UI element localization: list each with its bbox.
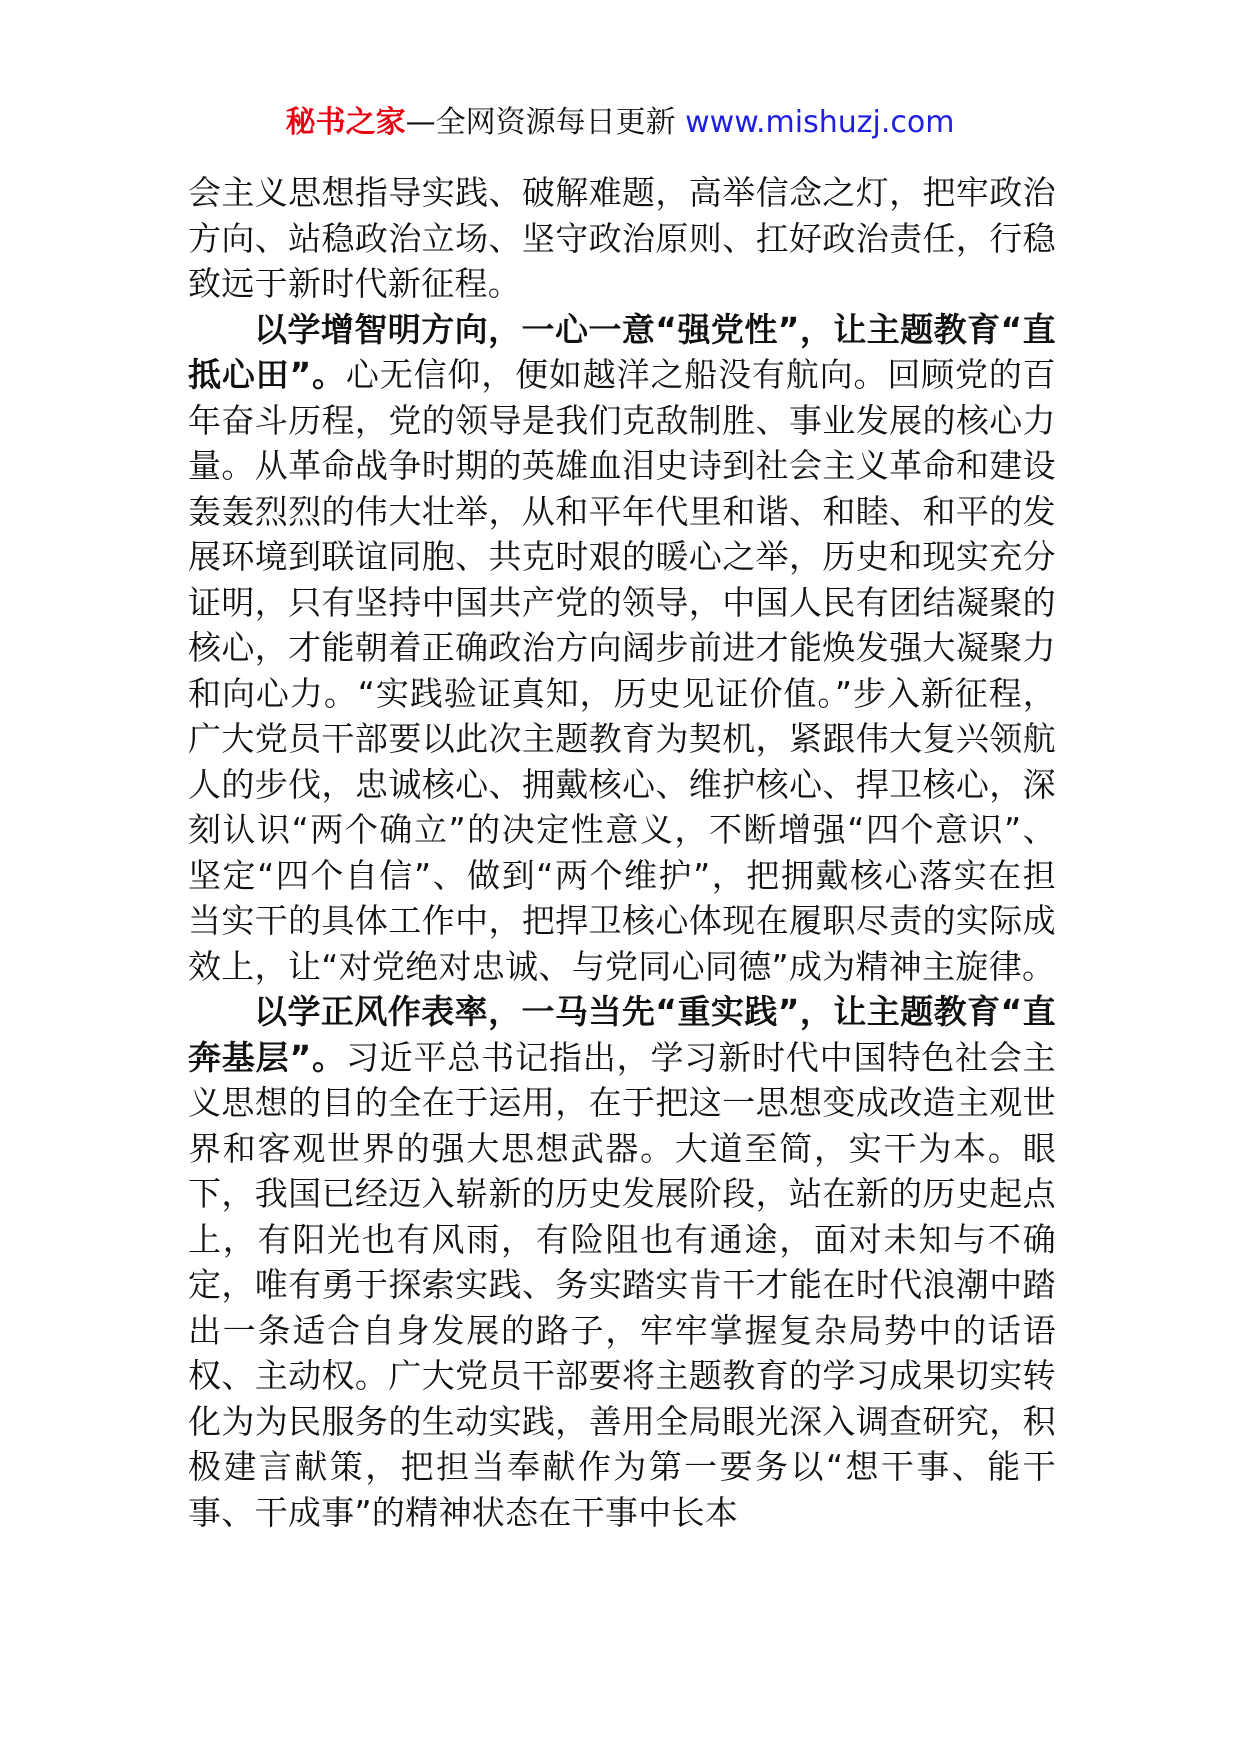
header-brand: 秘书之家 (285, 105, 406, 140)
paragraph-party-spirit (188, 307, 1056, 990)
paragraph-continuation (188, 170, 1056, 307)
paragraph-text: 心无信仰，便如越洋之船没有航向。回顾党的百年奋斗历程，党的领导是我们克敌制胜、事业发展的核心力量。从革命战争时期的英雄血泪史诗到社会主义革命和建设轰轰烈烈的伟大壮举，从和平年代里和谐、和睦、和平的发展环境到联谊同胞、共克时艰的暖心之举，历史和现实充分证明，只有坚持中国共产党的领导，中国人民有团结凝聚的核心，才能朝着正确政治方向阔步前进才能焕发强大凝聚力和向心力。“实践验证真知，历史见证价值。”步入新征程，广大党员干部要以此次主题教育为契机，紧跟伟大复兴领航人的步伐，忠诚核心、拥戴核心、维护核心、捍卫核心，深刻认识“两个确立”的决定性意义，不断增强“四个意识”、坚定“四个自信”、做到“两个维护”，把拥戴核心落实在担当实干的具体工作中，把捍卫核心体现在履职尽责的实际成效上，让“对党绝对忠诚、与党同心同德”成为精神主旋律。 (188, 355, 1056, 986)
paragraph-text: 习近平总书记指出，学习新时代中国特色社会主义思想的目的全在于运用，在于把这一思想变成改造主观世界和客观世界的强大思想武器。大道至简，实干为本。眼下，我国已经迈入崭新的历史发展阶段，站在新的历史起点上，有阳光也有风雨，有险阻也有通途，面对未知与不确定，唯有勇于探索实践、务实踏实肯干才能在时代浪潮中踏出一条适合自身发展的路子，牢牢掌握复杂局势中的话语权、主动权。广大党员干部要将主题教育的学习成果切实转化为为民服务的生动实践，善用全局眼光深入调查研究，积极建言献策，把担当奉献作为第一要务以“想干事、能干事、干成事”的精神状态在干事中长本 (188, 1037, 1056, 1532)
paragraph-text: 会主义思想指导实践、破解难题，高举信念之灯，把牢政治方向、站稳政治立场、坚守政治原则、扛好政治责任，行稳致远于新时代新征程。 (188, 173, 1056, 303)
paragraph-lead-heading: 以学正风作表率，一马当先“重实践”，让主题教育“直奔基层”。 (188, 992, 1056, 1077)
header-url-link[interactable]: www.mishuzj.com (685, 105, 955, 140)
paragraph-practice (188, 989, 1056, 1535)
document-body (188, 170, 1056, 1535)
paragraph-lead-heading: 以学增智明方向，一心一意“强党性”，让主题教育“直抵心田”。 (188, 309, 1056, 394)
page-header (0, 103, 1240, 143)
header-tagline: —全网资源每日更新 (405, 105, 686, 140)
